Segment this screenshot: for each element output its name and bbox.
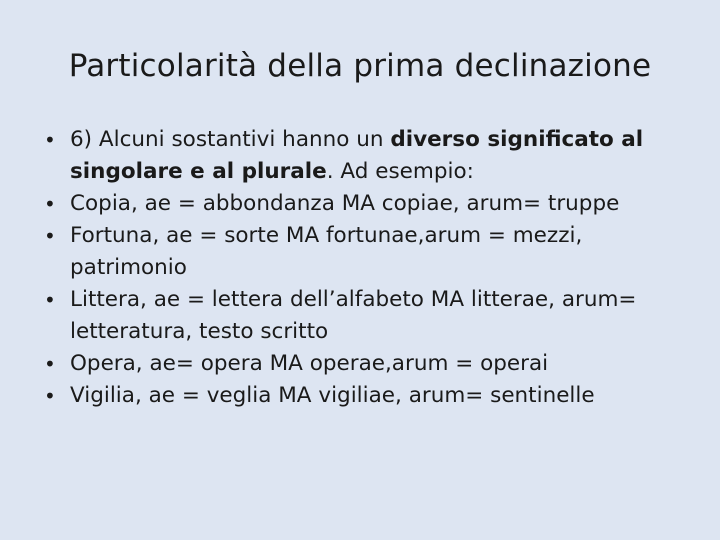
list-item <box>44 348 684 380</box>
list-item <box>44 188 684 220</box>
bullet-icon: • <box>44 384 56 408</box>
item-text: Vigilia, ae = veglia MA vigiliae, arum= sentinelle <box>70 383 595 408</box>
list-item <box>44 124 684 188</box>
bullet-icon: • <box>44 128 56 152</box>
item-text: Opera, ae= opera MA operae,arum = operai <box>70 351 549 376</box>
item-text: Copia, ae = abbondanza MA copiae, arum= truppe <box>70 191 620 216</box>
bullet-icon: • <box>44 192 56 216</box>
slide-title: Particolarità della prima declinazione <box>68 48 652 84</box>
item-text: 6) Alcuni sostantivi hanno un <box>70 127 391 152</box>
bullet-icon: • <box>44 224 56 248</box>
item-text: . Ad esempio: <box>326 159 474 184</box>
bullet-list <box>44 124 684 412</box>
bullet-icon: • <box>44 288 56 312</box>
item-text: Fortuna, ae = sorte MA fortunae,arum = mezzi, patrimonio <box>70 223 583 280</box>
item-text: Littera, ae = lettera dell’alfabeto MA litterae, arum= letteratura, testo scritto <box>70 287 637 344</box>
list-item <box>44 380 684 412</box>
list-item <box>44 220 684 284</box>
item-text-bold: diverso significato al singolare e al plurale <box>70 127 644 184</box>
list-item <box>44 284 684 348</box>
bullet-icon: • <box>44 352 56 376</box>
